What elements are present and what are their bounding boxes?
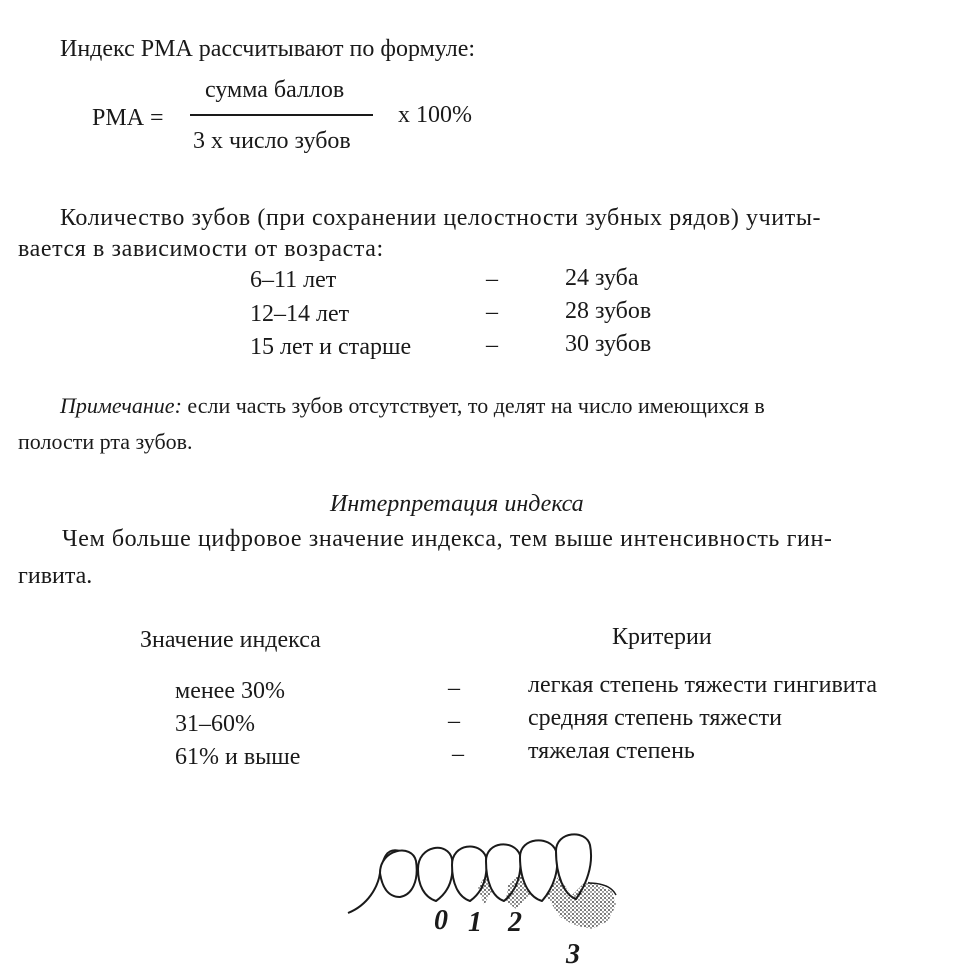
interpretation-text-line1: Чем больше цифровое значение индекса, тем выше интенсивность гин- [62, 526, 833, 552]
teeth-count-text-line2: вается в зависимости от возраста: [18, 236, 384, 262]
teeth-count-value: 28 зубов [565, 298, 652, 324]
tooth-path [380, 851, 417, 897]
score-label-3: 3 [566, 939, 580, 970]
score-label-0: 0 [434, 905, 448, 936]
age-dash: – [486, 299, 498, 325]
age-value: 6–11 лет [250, 267, 337, 293]
criteria-text: тяжелая степень [528, 738, 695, 764]
age-dash: – [486, 332, 498, 358]
age-dash: – [486, 266, 498, 292]
fraction-bar [190, 114, 373, 116]
criteria-dash: – [448, 675, 460, 701]
interpretation-text-line2: гивита. [18, 563, 93, 589]
index-value: 61% и выше [175, 744, 301, 770]
teeth-count-text-line1: Количество зубов (при сохранении целостности зубных рядов) учиты- [60, 205, 822, 231]
column-header-criteria: Критерии [612, 624, 712, 650]
teeth-count-value: 24 зуба [565, 265, 639, 291]
note-text: если часть зубов отсутствует, то делят на число имеющихся в [187, 393, 765, 418]
note-line2: полости рта зубов. [18, 429, 193, 454]
criteria-dash: – [452, 741, 464, 767]
index-value: менее 30% [175, 678, 285, 704]
age-value: 15 лет и старше [250, 334, 412, 360]
tooth-path [418, 848, 452, 901]
interpretation-heading: Интерпретация индекса [330, 491, 584, 517]
criteria-text: средняя степень тяжести [528, 705, 782, 731]
criteria-dash: – [448, 708, 460, 734]
index-value: 31–60% [175, 711, 255, 737]
age-value: 12–14 лет [250, 301, 350, 327]
formula-numerator: сумма баллов [205, 77, 345, 103]
column-header-value: Значение индекса [140, 627, 321, 653]
note-line1 [60, 395, 765, 417]
teeth-count-value: 30 зубов [565, 331, 652, 357]
score-label-2: 2 [508, 907, 522, 938]
note-label: Примечание: [60, 393, 182, 418]
criteria-text: легкая степень тяжести гингивита [528, 672, 878, 698]
formula-multiplier: х 100% [398, 102, 472, 128]
gingivitis-teeth-figure [340, 825, 630, 971]
formula-denominator: 3 х число зубов [193, 128, 351, 154]
score-label-1: 1 [468, 907, 482, 938]
formula-intro: Индекс РМА рассчитывают по формуле: [60, 36, 476, 62]
formula-lhs: РМА = [92, 105, 164, 131]
